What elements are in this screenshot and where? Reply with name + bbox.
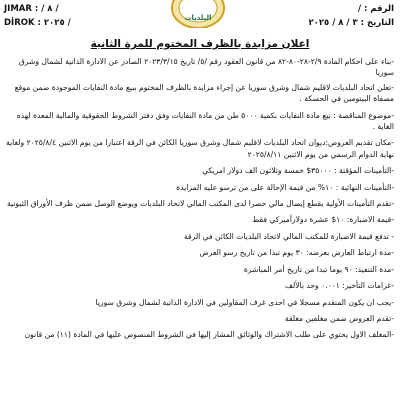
dirok-field: DİROK : ٢٠٢٥ / xyxy=(4,18,71,28)
date-field: التاريخ : ٣ / ٨ / ٢٠٢٥ xyxy=(308,18,394,28)
paragraph-offer-validity: -مدة ارتباط العارض بعرضه: ٣٠ يوم تبدا من تاريخ رسو العرض xyxy=(199,248,394,258)
paragraph-announcement: -تعلن اتحاد البلديات لاقليم شمال وشرق سوريا عن إجراء مزايدة بالظرف المختوم ببيع مادة النفايات الموجودة ضمن موقع مصفاة البيتومين في الحسكة . xyxy=(14,82,394,104)
paragraph-subject: -موضوع المناقصة : بيع مادة النفايات بكمية ٥٠٠٠ طن من مادة النفايات وفق دفتر الشروط الحقوقية والمالية المعدة لهذه الغاية . xyxy=(16,110,394,132)
announcement-body xyxy=(6,56,394,344)
paragraph-deposit-method: -تقدم التأمينات الأولية بقطع إيصال مالي حصرا لدى المكتب المالي لاتحاد البلديات ويوضع الوصل ضمن ظرف الأوراق الثبوتية xyxy=(6,199,394,209)
paragraph-submission-place: -مكان تقديم العروض:ديوان اتحاد البلديات لاقليم شمال وشرق سوريا الكائن في الرقة اعتبارا من يوم الاثنين ٢٠٢٥/٨/٤ ولغاية نهاية الدوام الرسمي من يوم الاثنين ٢٠٢٥/٨/١١ xyxy=(6,138,394,159)
paragraph-execution-period: -مدة التنفيذ: ٩٠ يوما تبدا من تاريخ أمر المباشرة xyxy=(243,264,394,274)
announcement-title: اعلان مزايدة بالظرف المختوم للمرة الثانية xyxy=(90,38,310,50)
paragraph-file-payment: - تدفع قيمة الاضبارة للمكتب المالي لاتحاد البلديات الكائن في الرقة xyxy=(183,231,394,241)
union-logo xyxy=(170,0,226,28)
paragraph-temporary-deposit: -التأمينات المؤقتة : ٣٥٠٠٠$ خمسة وثلاثون الف دولار امريكي xyxy=(202,166,394,176)
paragraph-delay-penalty: -غرامات التأخير: ٠.٠٠١ وحد بالألف xyxy=(285,281,394,291)
letterhead xyxy=(0,0,400,36)
jimar-field: JIMAR : / ٨ / xyxy=(4,4,59,14)
logo-text: البلديات xyxy=(184,14,212,22)
paragraph-final-deposit: -التأمينات النهائية : ١٠% من قيمة الإحالة على من ترسو عليه المزايدة xyxy=(176,182,394,192)
paragraph-envelopes: -تقدم العروض ضمن مغلفين مغلقة xyxy=(284,313,394,323)
paragraph-first-envelope: -المغلف الاول يحتوي على طلب الاشتراك والوثائق المشار إليها في الشروط المنصوص عليها في المادة (١١) من قانون xyxy=(24,330,394,340)
paragraph-legal-basis: -بناء على احكام المادة ٢/٩-٢٨-٨٠-٨٢ من قانون العقود رقم /٥/ تاريخ ٢٠٢٣/٣/١٥ الصادر عن الادارة الذاتية لشمال وشرق سوريا xyxy=(18,57,394,78)
letterhead-arabic-fields xyxy=(308,2,394,30)
letterhead-kurdish-fields xyxy=(4,2,71,30)
reference-number-field: الرقم : / xyxy=(357,4,394,14)
paragraph-registration: -يجب ان يكون المتقدم مسجلا في احدى غرف المقاولين في الادارة الذاتية لشمال وشرق سوريا xyxy=(95,297,394,307)
paragraph-file-price: -قيمة الاضبارة: ١٠$ عشرة دولارأميركي فقط xyxy=(252,215,394,225)
